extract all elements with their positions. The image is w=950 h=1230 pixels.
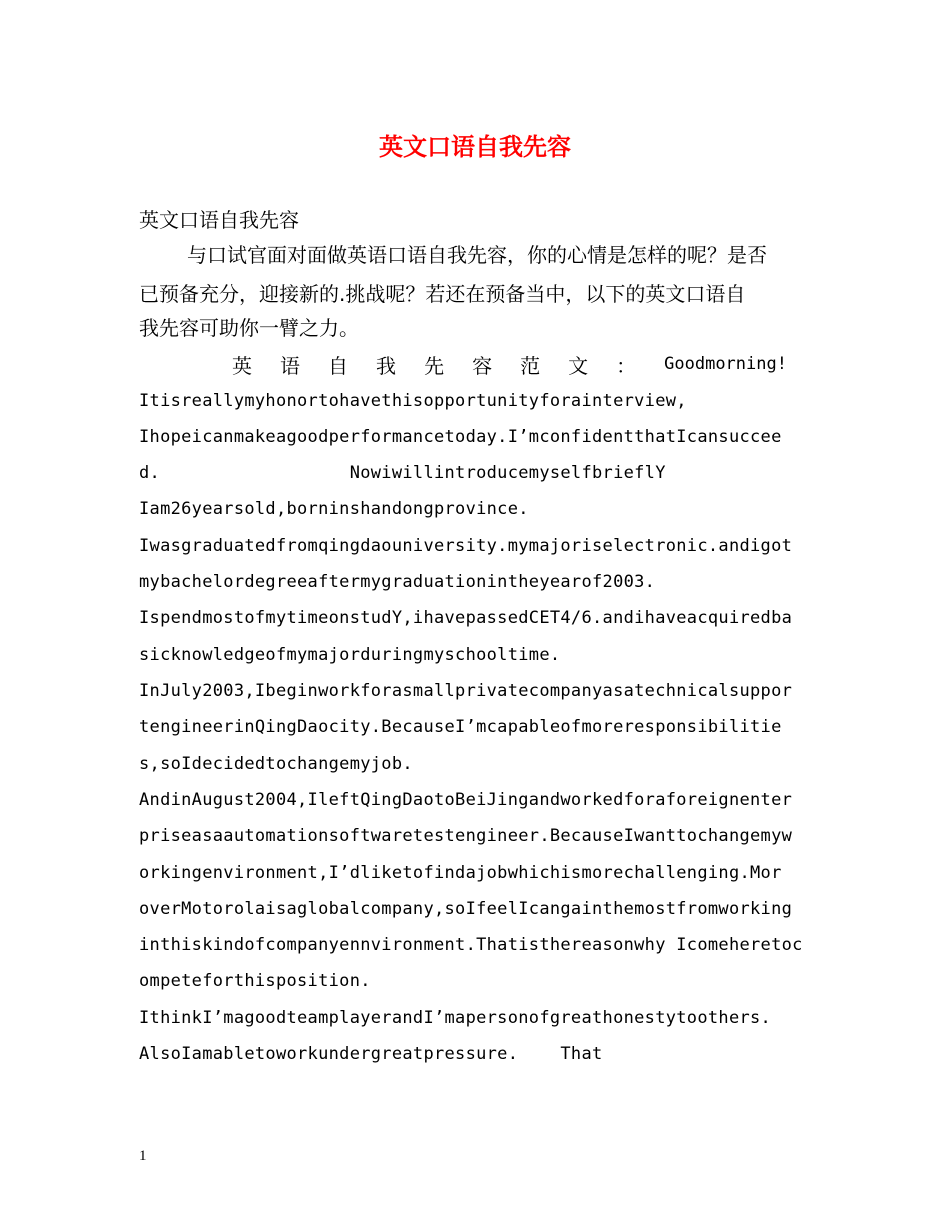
body-line: IspendmostofmytimeonstudY,ihavepassedCET4/6.andihaveacquiredba [139,608,793,628]
body-line: Ihopeicanmakeagoodperformancetoday.I’mconfidentthatIcansuccee [139,427,782,447]
intro-line: 与口试官面对面做英语口语自我先容，你的心情是怎样的呢？是否 [187,243,767,267]
sample-heading [232,350,787,378]
sample-heading-char: 文 [568,353,589,378]
body-line: Iam26yearsold,borninshandongprovince. [139,499,529,519]
document-subtitle: 英文口语自我先容 [139,208,299,232]
intro-line: 已预备充分，迎接新的.挑战呢？若还在预备当中，以下的英文口语自 [139,282,746,306]
sample-heading-char: 自 [328,353,349,378]
sample-heading-greeting: Goodmorning! [664,354,787,374]
body-line: AndinAugust2004,IleftQingDaotoBeiJingandworkedforaforeignenter [139,790,793,810]
body-line: orkingenvironment,I’dliketofindajobwhichismorechallenging.Mor [139,863,782,883]
sample-heading-char: ： [616,353,637,378]
body-line: Itisreallymyhonortohavethisopportunityforainterview, [139,391,687,411]
body-line: tengineerinQingDaocity.BecauseI’mcapableofmoreresponsibilitie [139,717,782,737]
sample-heading-char: 我 [376,353,397,378]
body-line: AlsoIamabletoworkundergreatpressure. That [139,1044,603,1064]
body-line: InJuly2003,Ibeginworkforasmallprivatecompanyasatechnicalsuppor [139,681,793,701]
sample-heading-char: 容 [472,353,493,378]
body-line: ompeteforthisposition. [139,971,371,991]
body-line: priseasaautomationsoftwaretestengineer.BecauseIwanttochangemyw [139,826,793,846]
body-line: overMotorolaisaglobalcompany,soIfeelIcangainthemostfromworking [139,899,793,919]
body-line: mybachelordegreeaftermygraduationintheyearof2003. [139,572,656,592]
body-line: d. NowiwillintroducemyselfbrieflY [139,463,666,483]
page-number: 1 [139,1148,147,1164]
body-line: IthinkI’magoodteamplayerandI’mapersonofgreathonestytoothers. [139,1008,772,1028]
intro-line: 我先容可助你一臂之力。 [139,316,359,340]
body-line: inthiskindofcompanyennvironment.Thatisthereasonwhy Icomeheretoc [139,935,803,955]
sample-heading-char: 先 [424,353,445,378]
sample-heading-char: 语 [280,353,301,378]
sample-heading-char: 英 [232,353,252,378]
body-line: Iwasgraduatedfromqingdaouniversity.mymajoriselectronic.andigot [139,536,793,556]
page-title: 英文口语自我先容 [379,133,571,161]
body-line: sicknowledgeofmymajorduringmyschooltime. [139,645,561,665]
sample-heading-char: 范 [520,353,541,378]
body-line: s,soIdecidedtochangemyjob. [139,754,413,774]
